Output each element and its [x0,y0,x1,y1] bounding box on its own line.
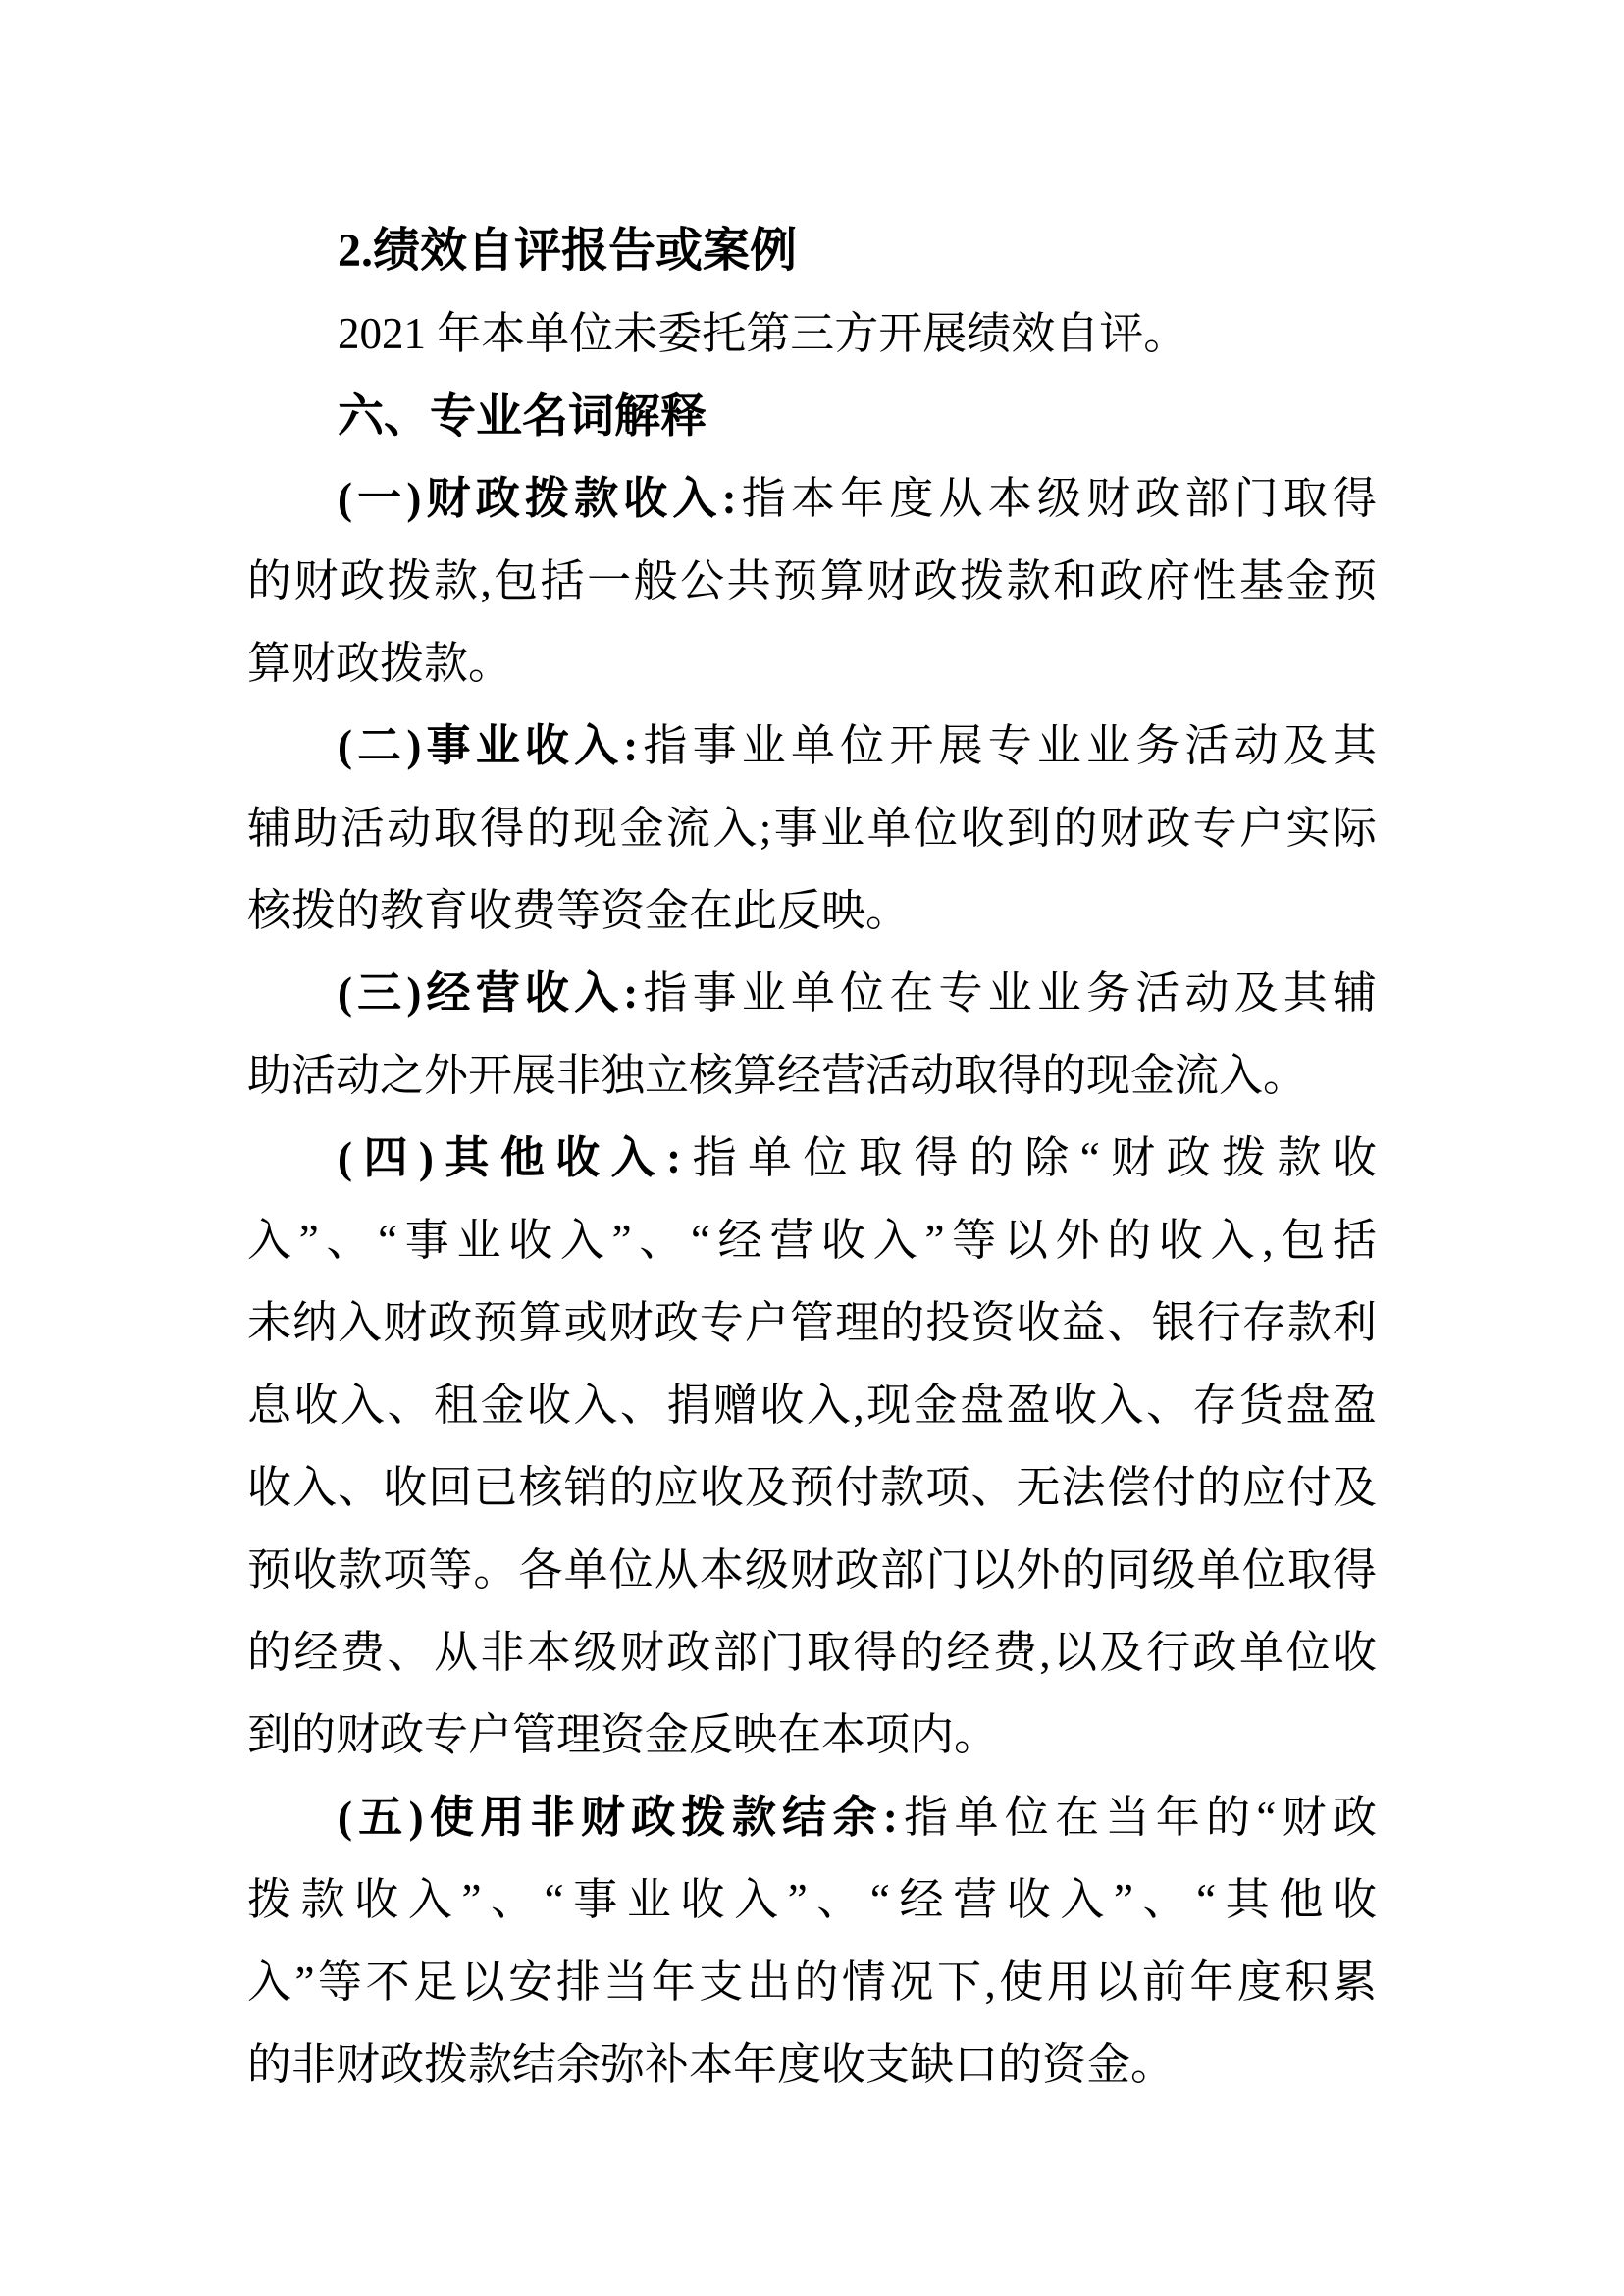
paragraph-text: 核拨的教育收费等资金在此反映。 [247,886,911,935]
paragraph-lead: 2.绩效自评报告或案例 [338,225,798,277]
paragraph-text: 收入、收回已核销的应收及预付款项、无法偿付的应付及 [247,1463,1377,1512]
paragraph-lead: (三)经营收入: [338,968,639,1018]
text-line [247,869,1377,952]
paragraph-lead: (二)事业收入: [338,721,639,770]
paragraph-text: 未纳入财政预算或财政专户管理的投资收益、银行存款利 [247,1298,1377,1347]
text-line [247,1694,1377,1776]
paragraph-text: 算财政拨款。 [247,639,513,688]
paragraph-text: 2021 年本单位未委托第三方开展绩效自评。 [338,309,1188,358]
text-line [247,1941,1377,2023]
paragraph-lead: (一)财政拨款收入: [338,474,737,523]
paragraph-text: 助活动之外开展非独立核算经营活动取得的现金流入。 [247,1051,1308,1100]
text-line [247,1446,1377,1529]
text-line [247,1281,1377,1364]
text-line [247,210,1377,292]
text-line [247,375,1377,457]
paragraph-text: 指单位在当年的“财政 [897,1793,1377,1842]
text-line [247,622,1377,704]
paragraph-text: 指本年度从本级财政部门取得 [736,474,1377,523]
text-line [247,457,1377,540]
paragraph-text: 预收款项等。各单位从本级财政部门以外的同级单位取得 [247,1545,1377,1594]
text-line [247,1776,1377,1858]
text-line [247,952,1377,1034]
text-column [247,210,1377,2106]
paragraph-text: 辅助活动取得的现金流入;事业单位收到的财政专户实际 [247,804,1377,853]
paragraph-text: 拨款收入”、“事业收入”、“经营收入”、“其他收 [247,1875,1377,1924]
paragraph-text: 指单位取得的除“财政拨款收 [681,1133,1377,1182]
text-line [247,787,1377,869]
paragraph-text: 的非财政拨款结余弥补本年度收支缺口的资金。 [247,2040,1176,2089]
text-line [247,1858,1377,1941]
paragraph-text: 指事业单位开展专业业务活动及其 [638,721,1377,770]
paragraph-text: 入”、“事业收入”、“经营收入”等以外的收入,包括 [247,1216,1377,1265]
text-line [247,540,1377,622]
paragraph-text: 到的财政专户管理资金反映在本项内。 [247,1710,999,1759]
text-line [247,1199,1377,1281]
paragraph-text: 入”等不足以安排当年支出的情况下,使用以前年度积累 [247,1957,1377,2007]
text-line [247,1529,1377,1611]
paragraph-text: 息收入、租金收入、捐赠收入,现金盘盈收入、存货盘盈 [247,1381,1377,1430]
text-line [247,1611,1377,1694]
paragraph-lead: (五)使用非财政拨款结余: [338,1793,898,1842]
text-line [247,1034,1377,1117]
paragraph-lead: 六、专业名词解释 [338,390,707,442]
paragraph-text: 指事业单位在专业业务活动及其辅 [638,968,1377,1018]
text-line [247,1364,1377,1446]
text-line [247,1117,1377,1199]
paragraph-text: 的财政拨款,包括一般公共预算财政拨款和政府性基金预 [247,556,1377,605]
paragraph-text: 的经费、从非本级财政部门取得的经费,以及行政单位收 [247,1628,1377,1677]
text-line [247,292,1377,375]
text-line [247,704,1377,787]
text-line [247,2023,1377,2106]
paragraph-lead: (四)其他收入: [338,1133,682,1182]
